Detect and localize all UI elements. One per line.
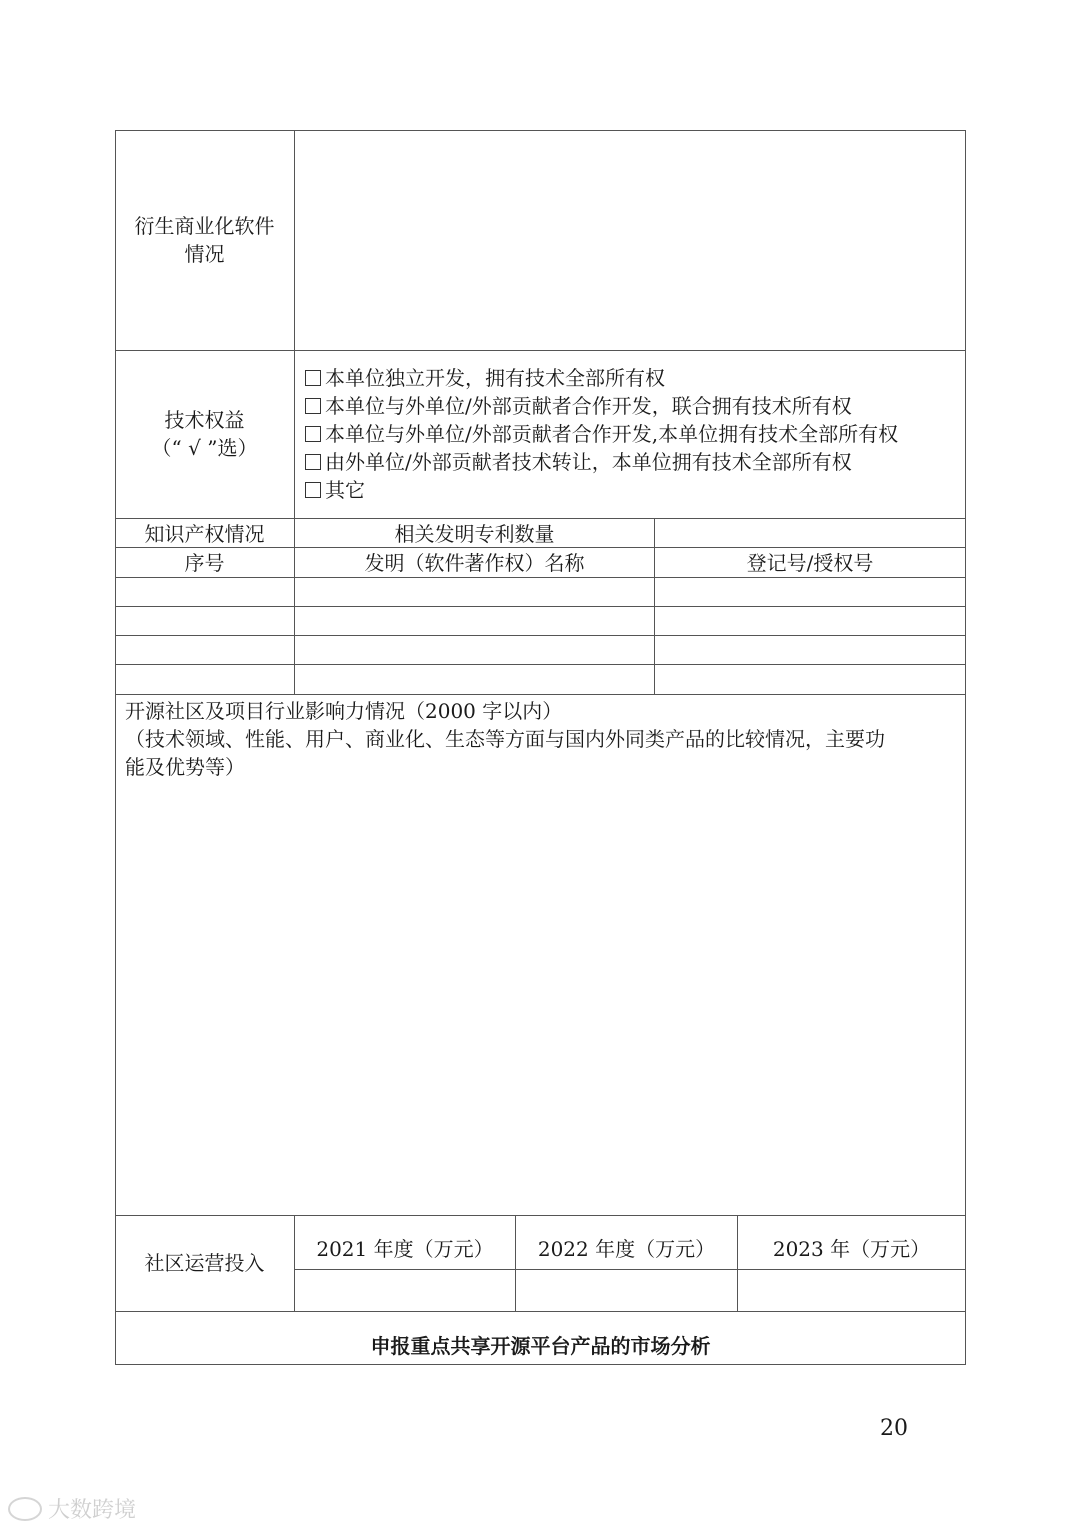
community-text-area[interactable] [116,785,965,1213]
rights-option-4[interactable] [305,448,852,476]
watermark [8,1493,136,1524]
row-divider [115,350,966,351]
checkbox-icon[interactable] [305,370,321,386]
row-divider [115,577,966,578]
value-2023-field[interactable] [738,1270,965,1311]
value-2022-field[interactable] [516,1270,737,1311]
checkbox-icon[interactable] [305,454,321,470]
rights-option-1[interactable] [305,364,665,392]
tech-rights-label [115,406,294,462]
checkbox-icon[interactable] [305,426,321,442]
col-header-index: 序号 [184,551,225,575]
patent-count-label: 相关发明专利数量 [394,522,555,546]
option-label: 本单位独立开发，拥有技术全部所有权 [325,366,665,390]
col-2023: 2023 年（万元） [772,1237,931,1261]
ip-label: 知识产权情况 [144,522,265,546]
value-2021-field[interactable] [295,1270,515,1311]
page-number: 20 [880,1416,908,1441]
row-divider [115,694,966,695]
table-border-right [965,130,966,1365]
label-line: 技术权益 [164,408,245,432]
checkbox-icon[interactable] [305,398,321,414]
option-label: 其它 [325,478,365,502]
watermark-logo-icon [8,1497,42,1521]
patent-count-field[interactable] [655,519,965,547]
option-label: 由外单位/外部贡献者技术转让，本单位拥有技术全部所有权 [325,450,852,474]
label-line: 情况 [184,242,225,266]
rights-option-3[interactable] [305,420,898,448]
investment-label: 社区运营投入 [144,1251,265,1275]
label-line: 衍生商业化软件 [134,214,275,238]
application-form-table [115,130,966,1365]
col-header-name: 发明（软件著作权）名称 [364,551,585,575]
community-title: 开源社区及项目行业影响力情况（2000 字以内） [125,699,563,723]
derived-software-field[interactable] [295,131,965,350]
col-2022: 2022 年度（万元） [537,1237,716,1261]
row-divider [115,1215,966,1216]
row-divider [115,606,966,607]
market-analysis-title: 申报重点共享开源平台产品的市场分析 [370,1334,711,1358]
col-2021: 2021 年度（万元） [316,1237,494,1261]
row-divider [115,1311,966,1312]
col-header-reg: 登记号/授权号 [746,551,874,575]
checkbox-icon[interactable] [305,482,321,498]
derived-software-label [115,212,294,268]
row-divider [115,664,966,665]
option-label: 本单位与外单位/外部贡献者合作开发，联合拥有技术所有权 [325,394,852,418]
label-line: （“ √ ”选） [151,436,258,460]
community-desc: 能及优势等） [125,755,245,779]
table-border-bottom [115,1364,966,1365]
option-label: 本单位与外单位/外部贡献者合作开发,本单位拥有技术全部所有权 [325,422,899,446]
rights-option-2[interactable] [305,392,852,420]
watermark-text: 大数跨境 [48,1498,137,1523]
community-desc: （技术领域、性能、用户、商业化、生态等方面与国内外同类产品的比较情况，主要功 [125,727,885,751]
rights-option-5[interactable] [305,476,365,504]
row-divider [115,635,966,636]
